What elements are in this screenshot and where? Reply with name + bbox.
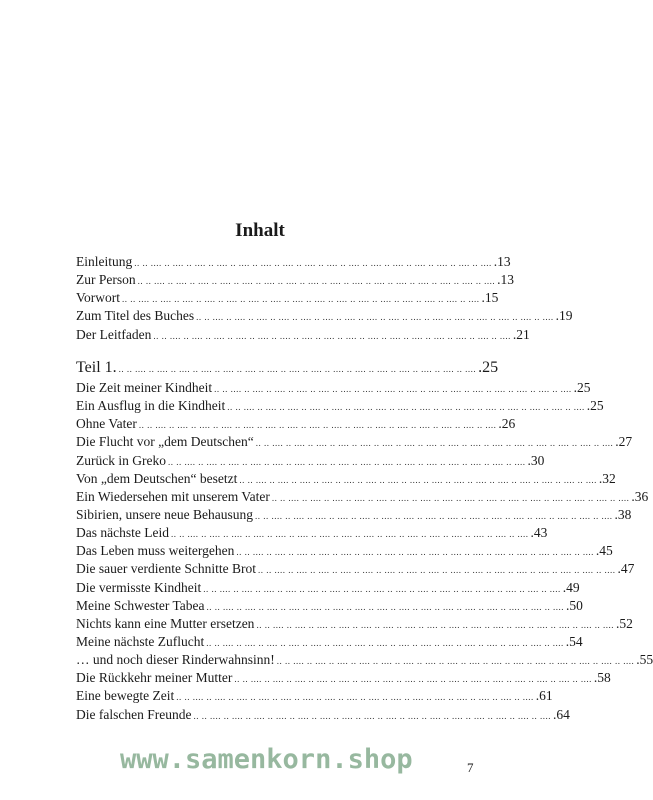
toc-entry-title: Die Rückkehr meiner Mutter: [76, 670, 233, 686]
toc-leader-dots: .. .. .... .. .... .. .... .. .... .. .... .. .... .. .... .. .... .. .... .. .... .. .... .. .... .. .... .. .... .. .... .. ....: [255, 438, 614, 449]
toc-leader-dots: .. .. .... .. .... .. .... .. .... .. .... .. .... .. .... .. .... .. .... .. .... .. .... .. .... .. .... .. .... .. .... .. ....: [137, 276, 496, 287]
toc-part-1: [76, 358, 653, 724]
toc-part-page: .25: [478, 359, 499, 376]
toc-leader-dots: .. .. .... .. .... .. .... .. .... .. .... .. .... .. .... .. .... .. .... .. .... .. .... .. .... .. .... .. .... .. .... .. ....: [138, 420, 497, 431]
toc-entry-title: Das Leben muss weitergehen: [76, 543, 235, 559]
toc-entry-page: .58: [593, 670, 611, 686]
toc-leader-dots: .. .. .... .. .... .. .... .. .... .. .... .. .... .. .... .. .... .. .... .. .... .. .... .. .... .. .... .. .... .. .... .. ....: [206, 601, 565, 612]
toc-entry-title: Ein Wiedersehen mit unserem Vater: [76, 488, 270, 504]
toc-entry: [76, 452, 545, 470]
toc-entry: [76, 415, 516, 433]
toc-leader-dots: .. .. .... .. .... .. .... .. .... .. .... .. .... .. .... .. .... .. .... .. .... .. .... .. .... .. .... .. .... .. .... .. ....: [257, 565, 616, 576]
toc-leader-dots: .. .. .... .. .... .. .... .. .... .. .... .. .... .. .... .. .... .. .... .. .... .. .... .. .... .. .... .. .... .. .... .. ....: [214, 384, 572, 394]
toc-leader-dots: .. .. .... .. .... .. .... .. .... .. .... .. .... .. .... .. .... .. .... .. .... .. .... .. .... .. .... .. .... .. .... .. ....: [196, 312, 554, 323]
toc-entry-page: .27: [615, 434, 633, 450]
toc-entry-page: .25: [573, 380, 591, 395]
toc-entry: [76, 307, 573, 325]
toc-leader-dots: .. .. .... .. .... .. .... .. .... .. .... .. .... .. .... .. .... .. .... .. .... .. .... .. .... .. .... .. .... .. .... .. ....: [271, 492, 630, 503]
toc-entry: [76, 488, 649, 506]
toc-leader-dots: .. .. .... .. .... .. .... .. .... .. .... .. .... .. .... .. .... .. .... .. .... .. .... .. .... .. .... .. .... .. .... .. ....: [176, 692, 534, 703]
toc-leader-dots: .. .. .... .. .... .. .... .. .... .. .... .. .... .. .... .. .... .. .... .. .... .. .... .. .... .. .... .. .... .. .... .. ....: [203, 583, 561, 594]
toc-entry: [76, 397, 604, 415]
toc-entry-title: Die sauer verdiente Schnitte Brot: [76, 561, 256, 577]
toc-entry: [76, 669, 611, 687]
toc-entry-page: .43: [530, 525, 548, 541]
toc-entry: [76, 597, 583, 615]
toc-entry-title: Das nächste Leid: [76, 525, 169, 541]
toc-entry: [76, 506, 632, 524]
toc-entry-title: Die Flucht vor „dem Deutschen“: [76, 434, 254, 450]
toc-entry: [76, 560, 635, 578]
toc-entry: [76, 271, 514, 289]
toc-entry: [76, 542, 613, 560]
toc-entry-title: Die Zeit meiner Kindheit: [76, 380, 213, 395]
toc-entry-page: .50: [566, 597, 583, 613]
toc-part-title: Teil 1.: [76, 359, 117, 376]
toc-entry-title: Die vermisste Kindheit: [76, 579, 202, 595]
toc-leader-dots: .. .. .... .. .... .. .... .. .... .. .... .. .... .. .... .. .... .. .... .. .... .. .... .. .... .. .... .. .... .. .... .. ....: [170, 529, 529, 540]
toc-entry-page: .25: [586, 398, 604, 414]
toc-entry-title: Meine nächste Zuflucht: [76, 633, 205, 649]
toc-entry-page: .32: [598, 470, 616, 486]
toc-entry-title: Zurück in Greko: [76, 452, 166, 468]
toc-entry: [76, 615, 633, 633]
toc-leader-dots: .. .. .... .. .... .. .... .. .... .. .... .. .... .. .... .. .... .. .... .. .... .. .... .. .... .. .... .. .... .. .... .. ....: [276, 656, 635, 667]
toc-entry: [76, 524, 548, 542]
toc-entry-page: .21: [512, 326, 530, 342]
toc-entry-page: .30: [527, 452, 545, 468]
toc-leader-dots: .. .. .... .. .... .. .... .. .... .. .... .. .... .. .... .. .... .. .... .. .... .. .... .. .... .. .... .. .... .. .... .. ....: [256, 619, 614, 630]
toc-entry-page: .61: [535, 688, 553, 704]
toc-entry-title: Eine bewegte Zeit: [76, 688, 175, 704]
toc-entry-title: Die falschen Freunde: [76, 706, 192, 722]
toc-entry: [76, 470, 616, 488]
toc-leader-dots: .. .. .... .. .... .. .... .. .... .. .... .. .... .. .... .. .... .. .... .. .... .. .... .. .... .. .... .. .... .. .... .. ....: [193, 710, 551, 721]
toc-entry: [76, 651, 653, 669]
toc-leader-dots: .. .. .... .. .... .. .... .. .... .. .... .. .... .. .... .. .... .. .... .. .... .. .... .. .... .. .... .. .... .. .... .. ....: [254, 510, 613, 521]
toc-entry-title: Der Leitfaden: [76, 326, 152, 342]
toc-entry-title: Meine Schwester Tabea: [76, 597, 205, 613]
toc-entry-page: .45: [595, 543, 613, 559]
toc-entry: [76, 379, 591, 397]
toc-leader-dots: .. .. .... .. .... .. .... .. .... .. .... .. .... .. .... .. .... .. .... .. .... .. .... .. .... .. .... .. .... .. .... .. ....: [239, 474, 597, 485]
toc-entry-page: .13: [493, 254, 511, 269]
toc-entry-page: .54: [565, 633, 583, 649]
toc-entry-page: .15: [481, 290, 499, 306]
toc-entry: [76, 326, 530, 344]
toc-entry-title: Zum Titel des Buches: [76, 308, 195, 324]
toc-entry-page: .36: [631, 488, 649, 504]
toc-entry-page: .13: [497, 272, 514, 288]
toc-entry-title: … und noch dieser Rinderwahnsinn!: [76, 652, 275, 668]
toc-part-heading: [76, 358, 499, 378]
toc-entry-title: Nichts kann eine Mutter ersetzen: [76, 615, 255, 631]
toc-entry-page: .19: [555, 308, 573, 324]
toc-entry-title: Ein Ausflug in die Kindheit: [76, 398, 226, 414]
toc-entry-page: .55: [636, 652, 653, 668]
toc-entry-page: .49: [562, 579, 580, 595]
page-number: 7: [467, 760, 474, 775]
toc-entry-title: Vorwort: [76, 290, 121, 306]
toc-leader-dots: .. .. .... .. .... .. .... .. .... .. .... .. .... .. .... .. .... .. .... .. .... .. .... .. .... .. .... .. .... .. .... .. ....: [227, 402, 585, 413]
toc-entry: [76, 433, 633, 451]
toc-front-matter: [76, 253, 573, 344]
toc-leader-dots: .. .. .... .. .... .. .... .. .... .. .... .. .... .. .... .. .... .. .... .. .... .. .... .. .... .. .... .. .... .. .... .. ....: [206, 637, 564, 648]
toc-leader-dots: .. .. .... .. .... .. .... .. .... .. .... .. .... .. .... .. .... .. .... .. .... .. .... .. .... .. .... .. .... .. .... .. ....: [153, 330, 511, 341]
watermark-text: www.samenkorn.shop: [120, 744, 413, 775]
toc-part-1-entries: [76, 379, 653, 724]
toc-entry-page: .26: [498, 416, 516, 432]
toc-leader-dots: .. .. .... .. .... .. .... .. .... .. .... .. .... .. .... .. .... .. .... .. .... .. .... .. .... .. .... .. .... .. .... .. ....: [167, 456, 526, 467]
toc-entry-page: .38: [614, 506, 632, 522]
toc-entry: [76, 633, 583, 651]
toc-entry-title: Von „dem Deutschen“ besetzt: [76, 470, 238, 486]
toc-leader-dots: .. .. .... .. .... .. .... .. .... .. .... .. .... .. .... .. .... .. .... .. .... .. .... .. .... .. .... .. .... .. .... .. ....: [122, 294, 480, 305]
toc-entry-title: Einleitung: [76, 254, 133, 269]
toc-entry: [76, 289, 499, 307]
toc-entry-page: .64: [552, 706, 570, 722]
toc-entry: [76, 687, 553, 705]
toc-leader-dots: .. .. .... .. .... .. .... .. .... .. .... .. .... .. .... .. .... .. .... .. .... .. .... .. .... .. .... .. .... .. .... .. ....: [134, 258, 492, 268]
toc-leader-dots: .. .. .... .. .... .. .... .. .... .. .... .. .... .. .... .. .... .. .... .. .... .. .... .. .... .. .... .. .... .. .... .. ....: [236, 547, 594, 558]
toc-entry: [76, 706, 570, 724]
page-title: Inhalt: [235, 220, 285, 241]
toc-entry-title: Zur Person: [76, 272, 136, 288]
toc-leader-dots: .. .. .... .. .... .. .... .. .... .. .... .. .... .. .... .. .... .. .... .. .... .. .... .. .... .. .... .. .... .. .... .. ....: [118, 364, 477, 374]
toc-entry-title: Sibirien, unsere neue Behausung: [76, 506, 253, 522]
toc-leader-dots: .. .. .... .. .... .. .... .. .... .. .... .. .... .. .... .. .... .. .... .. .... .. .... .. .... .. .... .. .... .. .... .. ....: [234, 674, 592, 685]
toc-entry: [76, 253, 511, 271]
toc-entry: [76, 579, 580, 597]
toc-entry-page: .52: [615, 615, 633, 631]
toc-entry-page: .47: [617, 561, 635, 577]
toc-entry-title: Ohne Vater: [76, 416, 137, 432]
